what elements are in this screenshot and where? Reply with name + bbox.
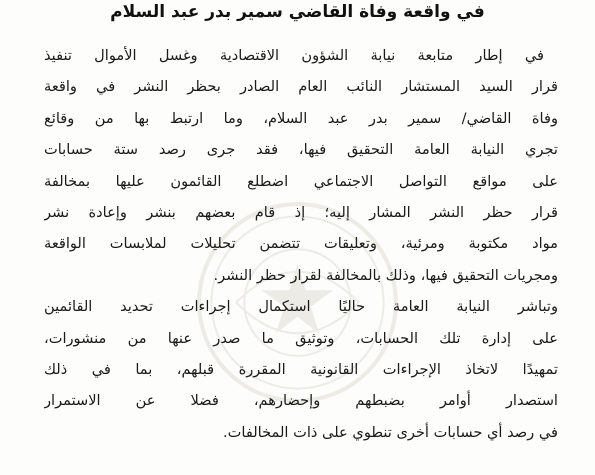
page-title: في واقعة وفاة القاضي سمير بدر عبد السلام (110, 2, 485, 22)
paragraph-line: مواد مكتوبة ومرئية، وتعليقات تتضمن تحليلات لملابسات الواقعة (44, 235, 558, 253)
paragraph-line: في إطار متابعة نيابة الشؤون الاقتصادية وغسل الأموال تنفيذ (44, 47, 544, 64)
paragraph-line: قرار السيد المستشار النائب العام الصادر بحظر النشر في واقعة (44, 78, 558, 96)
paragraph-line: ومجريات التحقيق فيها، وذلك بالمخالفة لقرار حظر النشر. (213, 266, 558, 284)
paragraph-line: وتباشر النيابة العامة حاليًا استكمال إجراءات تحديد القائمين (44, 298, 558, 316)
paragraph-line: على مواقع التواصل الاجتماعي اضطلع القائمون عليها بمخالفة (44, 172, 558, 190)
paragraph-line: وفاة القاضي/ سمير بدر عبد السلام، وما ارتبط بها من وقائع (44, 109, 558, 127)
statement-body (44, 40, 558, 448)
paragraph-line: تمهيدًا لاتخاذ الإجراءات القانونية المقررة قبلهم، بما في ذلك (44, 360, 558, 378)
paragraph-line: قرار حظر النشر المشار إليه؛ إذ قام بعضهم بنشر وإعادة نشر (44, 203, 558, 221)
paragraph-line: تجري النيابة العامة التحقيق فيها، فقد جرى رصد ستة حسابات (44, 141, 558, 159)
paragraph-line: في رصد أي حسابات أخرى تنطوي على ذات المخالفات. (223, 423, 558, 441)
paragraph-line: استصدار أوامر بضبطهم وإحضارهم، فضلا عن الاستمرار (44, 392, 558, 410)
paragraph-line: على إدارة تلك الحسابات، وتوثيق ما صدر عنها من منشورات، (44, 329, 558, 347)
